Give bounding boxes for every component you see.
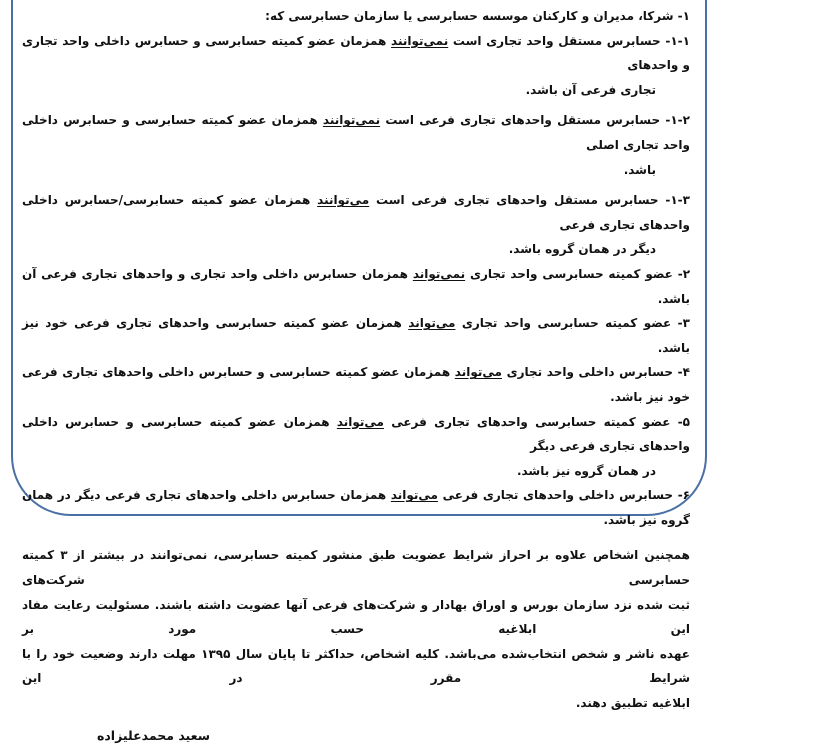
text: ۳- عضو کمیته حسابرسی واحد تجاری	[455, 316, 690, 331]
text: همزمان عضو کمیته حسابرسی واحدهای تجاری فرعی خود نیز باشد.	[22, 316, 690, 355]
item-1-3	[22, 188, 690, 237]
text: همزمان عضو کمیته حسابرسی و حسابرس داخلی واحد تجاری اصلی	[22, 113, 690, 152]
text: باشد.	[623, 162, 656, 177]
text: در همان گروه نیز باشد.	[516, 463, 656, 478]
signature: سعید محمدعلیزاده	[97, 727, 210, 743]
text: ۲- عضو کمیته حسابرسی واحد تجاری	[465, 266, 691, 281]
text: همزمان عضو کمیته حسابرسی و حسابرس داخلی واحد تجاری و واحدهای	[22, 33, 690, 73]
item-1-2-cont	[22, 158, 690, 183]
underlined-text: می‌تواند	[336, 414, 384, 429]
text: همزمان عضو کمیته حسابرسی و حسابرس داخلی واحدهای تجاری فرعی دیگر	[22, 414, 690, 454]
item-1-2	[22, 108, 690, 157]
underlined-text: می‌تواند	[408, 316, 456, 331]
text: ۵- عضو کمیته حسابرسی واحدهای تجاری فرعی	[383, 414, 690, 429]
text: ۱-۱- حسابرس مستقل واحد تجاری است	[448, 33, 690, 48]
item-1-heading	[22, 4, 690, 29]
closing-paragraph	[22, 543, 690, 715]
text: همزمان حسابرس داخلی واحد تجاری و واحدهای تجاری فرعی آن باشد.	[22, 266, 690, 306]
text: ۴- حسابرس داخلی واحد تجاری	[501, 365, 690, 380]
item-5-cont	[22, 459, 690, 484]
text: همزمان عضو کمیته حسابرسی و حسابرس داخلی واحدهای تجاری فرعی خود نیز باشد.	[22, 365, 690, 404]
text: همزمان عضو کمیته حسابرسی/حسابرس داخلی واحدهای تجاری فرعی	[22, 193, 690, 232]
underlined-text: نمی‌توانند	[322, 113, 381, 128]
item-4	[22, 360, 690, 409]
text: همزمان حسابرس داخلی واحدهای تجاری فرعی دیگر در همان گروه نیز باشد.	[22, 488, 690, 527]
item-6	[22, 483, 690, 532]
text: تجاری فرعی آن باشد.	[525, 82, 656, 97]
item-2	[22, 262, 690, 311]
underlined-text: می‌تواند	[390, 488, 438, 503]
paragraph-line: همچنین اشخاص علاوه بر احراز شرایط عضویت طبق منشور کمیته حسابرسی، نمی‌توانند در بیشتر از ۳ کمیته حسابرسی شرکت‌های	[22, 548, 691, 588]
underlined-text: می‌توانند	[317, 193, 370, 208]
item-1-3-cont	[22, 237, 690, 262]
text: ۱- شرکا، مدیران و کارکنان موسسه حسابرسی یا سازمان حسابرسی که:	[265, 9, 690, 23]
item-3	[22, 311, 690, 360]
item-1-1-cont	[22, 78, 690, 103]
underlined-text: نمی‌توانند	[391, 33, 449, 48]
paragraph-line: ثبت شده نزد سازمان بورس و اوراق بهادار و شرکت‌های فرعی آنها عضویت داشته باشند. مسئولیت رعایت مفاد این ابلاغیه حسب مورد بر	[22, 597, 690, 637]
text: ۱-۲- حسابرس مستقل واحدهای تجاری فرعی است	[380, 113, 690, 128]
document-body	[22, 4, 690, 748]
text: ۶- حسابرس داخلی واحدهای تجاری فرعی	[437, 488, 690, 503]
underlined-text: نمی‌تواند	[412, 266, 466, 281]
text: دیگر در همان گروه باشد.	[508, 242, 656, 257]
text: ۱-۳- حسابرس مستقل واحدهای تجاری فرعی است	[369, 193, 690, 208]
item-5	[22, 410, 690, 459]
underlined-text: می‌تواند	[454, 365, 502, 380]
paragraph-line: ابلاغیه تطبیق دهند.	[575, 696, 690, 711]
paragraph-line: عهده ناشر و شخص انتخاب‌شده می‌باشد. کلیه اشخاص، حداکثر تا پایان سال ۱۳۹۵ مهلت دارند وضعیت خود را با شرایط مقرر در این	[22, 646, 690, 686]
item-1-1	[22, 29, 690, 78]
